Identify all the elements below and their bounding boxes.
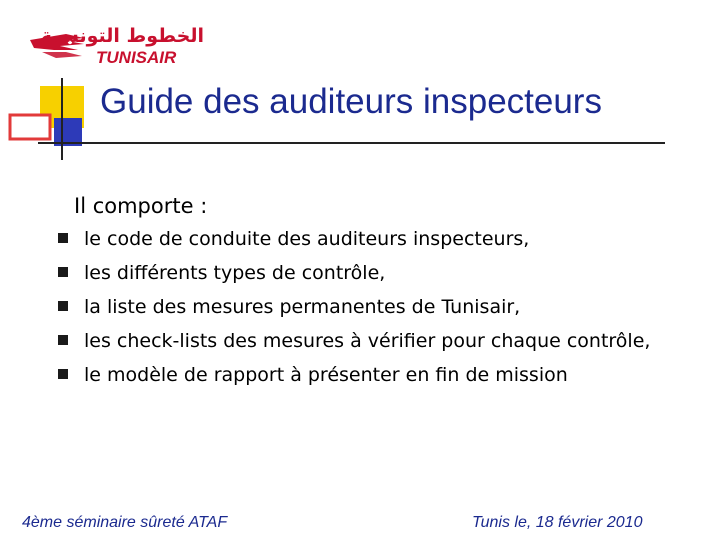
bullet-text: le modèle de rapport à présenter en fin de mission <box>84 364 568 386</box>
list-item <box>58 228 650 262</box>
square-bullet-icon <box>58 335 68 345</box>
square-bullet-icon <box>58 233 68 243</box>
square-bullet-icon <box>58 301 68 311</box>
bullet-text: les check-lists des mesures à vérifier pour chaque contrôle, <box>84 330 651 352</box>
bullet-text: la liste des mesures permanentes de Tunisair, <box>84 296 521 318</box>
logo-latin-text: TUNISAIR <box>96 48 177 67</box>
deco-blue-square <box>54 118 82 146</box>
footer-event: 4ème séminaire sûreté ATAF <box>22 514 228 531</box>
intro-text: Il comporte : <box>74 194 208 218</box>
bullet-text: les différents types de contrôle, <box>84 262 386 284</box>
logo-arabic-text: الخطوط التونسية <box>40 25 204 47</box>
bullet-text: le code de conduite des auditeurs inspecteurs, <box>84 228 530 250</box>
list-item <box>58 364 650 398</box>
list-item <box>58 296 650 330</box>
deco-red-square <box>10 115 50 139</box>
square-bullet-icon <box>58 369 68 379</box>
list-item <box>58 262 650 296</box>
slide-title: Guide des auditeurs inspecteurs <box>100 82 602 121</box>
footer-date: Tunis le, 18 février 2010 <box>472 514 643 531</box>
list-item <box>58 330 650 364</box>
square-bullet-icon <box>58 267 68 277</box>
bullet-list <box>58 228 650 398</box>
